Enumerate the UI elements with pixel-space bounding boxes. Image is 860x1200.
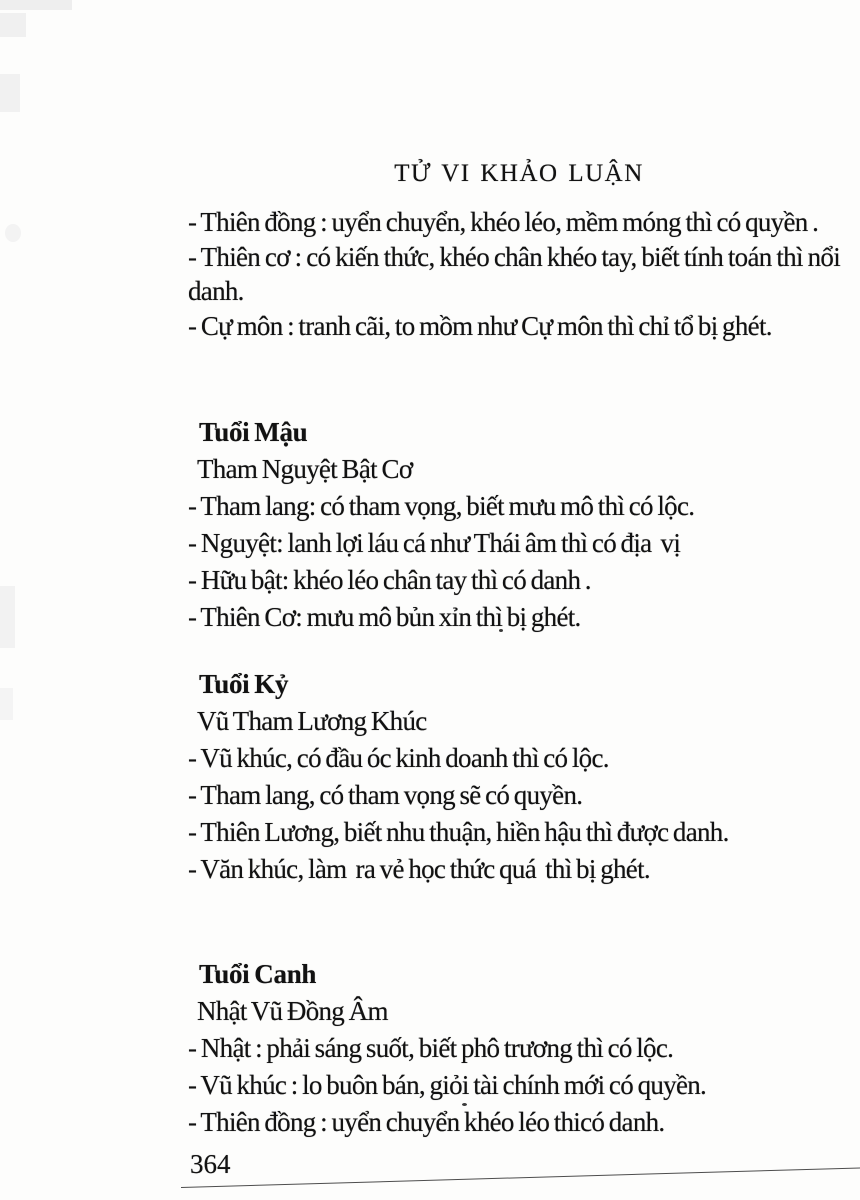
section-heading: Tuổi Canh xyxy=(199,959,317,989)
list-item: - Nguyệt: lanh lợi láu cá như Thái âm thì có địa vị xyxy=(188,528,681,558)
scan-artifact xyxy=(0,0,72,10)
scan-artifact xyxy=(0,586,15,648)
intro-paragraph: - Thiên đồng : uyển chuyển, khéo léo, mềm móng thì có quyền . xyxy=(188,207,819,237)
section-star-group: Tham Nguyệt Bật Cơ xyxy=(197,454,413,484)
list-item: - Vũ khúc : lo buôn bán, giỏi tài chính mới có quyền. xyxy=(188,1070,707,1100)
section-heading: Tuổi Mậu xyxy=(199,417,308,447)
list-item: - Nhật : phải sáng suốt, biết phô trương thì có lộc. xyxy=(188,1033,674,1063)
section-tuoi-mau xyxy=(188,414,860,636)
scan-artifact xyxy=(0,13,26,37)
section-star-group: Vũ Tham Lương Khúc xyxy=(197,706,427,736)
list-item: - Tham lang, có tham vọng sẽ có quyền. xyxy=(188,780,583,810)
scan-artifact xyxy=(5,224,21,242)
section-tuoi-ky xyxy=(188,666,860,888)
list-item: - Thiên đồng : uyển chuyển khéo léo thicó danh. xyxy=(188,1107,665,1137)
scan-artifact xyxy=(0,688,13,720)
section-star-group: Nhật Vũ Đồng Âm xyxy=(197,996,388,1026)
list-item: - Thiên Lương, biết nhu thuận, hiền hậu thì được danh. xyxy=(188,817,729,847)
intro-paragraph: - Cự môn : tranh cãi, to mồm như Cự môn thì chỉ tổ bị ghét. xyxy=(188,310,772,341)
intro-block xyxy=(188,205,840,343)
list-item: - Tham lang: có tham vọng, biết mưu mô thì có lộc. xyxy=(188,491,695,521)
section-tuoi-canh xyxy=(188,956,860,1141)
footer-rule xyxy=(181,1167,860,1188)
page-title: TỬ VI KHẢO LUẬN xyxy=(394,160,644,187)
list-item: - Vũ khúc, có đầu óc kinh doanh thì có lộc. xyxy=(188,743,609,773)
page-number: 364 xyxy=(190,1149,231,1179)
list-item: - Hữu bật: khéo léo chân tay thì có danh . xyxy=(188,565,591,595)
section-heading: Tuổi Kỷ xyxy=(199,669,289,699)
scan-artifact xyxy=(0,74,20,112)
list-item: - Văn khúc, làm ra vẻ học thức quá thì bị ghét. xyxy=(188,854,650,884)
intro-paragraph: - Thiên cơ : có kiến thức, khéo chân khéo tay, biết tính toán thì nổi danh. xyxy=(188,241,840,306)
list-item: - Thiên Cơ: mưu mô bủn xỉn thì bị ghét. xyxy=(188,602,581,632)
